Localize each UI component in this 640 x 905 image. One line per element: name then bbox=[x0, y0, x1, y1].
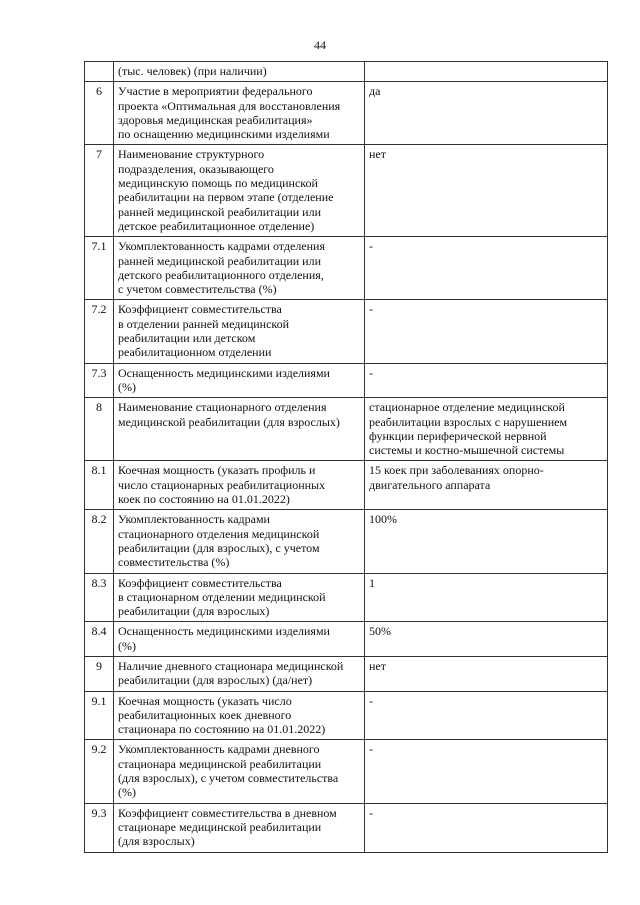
table-body bbox=[85, 62, 608, 853]
table-row bbox=[85, 237, 608, 300]
indicator-value: да bbox=[365, 82, 608, 145]
row-number: 8 bbox=[85, 398, 114, 461]
indicator-name: Оснащенность медицинскими изделиями (%) bbox=[114, 622, 365, 657]
indicator-name: Укомплектованность кадрами стационарного отделения медицинской реабилитации (для взрослых), с учетом совместительства (%) bbox=[114, 510, 365, 573]
row-number: 9.3 bbox=[85, 803, 114, 852]
indicator-name: (тыс. человек) (при наличии) bbox=[114, 62, 365, 82]
table-row bbox=[85, 363, 608, 398]
indicator-value: нет bbox=[365, 145, 608, 237]
indicator-name: Наличие дневного стационара медицинской реабилитации (для взрослых) (да/нет) bbox=[114, 656, 365, 691]
indicator-value: - bbox=[365, 691, 608, 740]
row-number: 9.1 bbox=[85, 691, 114, 740]
page-number: 44 bbox=[314, 38, 326, 52]
indicator-value bbox=[365, 62, 608, 82]
indicator-value: - bbox=[365, 237, 608, 300]
indicator-value: 15 коек при заболеваниях опорно- двигательного аппарата bbox=[365, 461, 608, 510]
row-number: 9 bbox=[85, 656, 114, 691]
row-number: 7.1 bbox=[85, 237, 114, 300]
indicator-value: - bbox=[365, 803, 608, 852]
row-number: 9.2 bbox=[85, 740, 114, 803]
indicator-name: Коечная мощность (указать число реабилитационных коек дневного стационара по состоянию на 01.01.2022) bbox=[114, 691, 365, 740]
table-row bbox=[85, 82, 608, 145]
row-number: 8.4 bbox=[85, 622, 114, 657]
table-row bbox=[85, 145, 608, 237]
row-number: 8.2 bbox=[85, 510, 114, 573]
indicator-name: Укомплектованность кадрами отделения ранней медицинской реабилитации или детского реабилитационного отделения, с учетом совместительства (%) bbox=[114, 237, 365, 300]
row-number bbox=[85, 62, 114, 82]
row-number: 8.3 bbox=[85, 573, 114, 622]
table-row bbox=[85, 398, 608, 461]
table-row bbox=[85, 656, 608, 691]
table-row bbox=[85, 691, 608, 740]
table-row bbox=[85, 62, 608, 82]
table-row bbox=[85, 622, 608, 657]
indicator-name: Укомплектованность кадрами дневного стационара медицинской реабилитации (для взрослых), с учетом совместительства (%) bbox=[114, 740, 365, 803]
indicator-name: Участие в мероприятии федерального проекта «Оптимальная для восстановления здоровья медицинская реабилитация» по оснащению медицинскими изделиями bbox=[114, 82, 365, 145]
data-table bbox=[84, 61, 608, 853]
indicator-name: Коэффициент совместительства в дневном стационаре медицинской реабилитации (для взрослых) bbox=[114, 803, 365, 852]
indicator-name: Коэффициент совместительства в стационарном отделении медицинской реабилитации (для взрослых) bbox=[114, 573, 365, 622]
indicator-value: 1 bbox=[365, 573, 608, 622]
indicator-value: - bbox=[365, 740, 608, 803]
indicator-value: 100% bbox=[365, 510, 608, 573]
table-row bbox=[85, 573, 608, 622]
table-row bbox=[85, 461, 608, 510]
row-number: 7.3 bbox=[85, 363, 114, 398]
indicator-name: Наименование структурного подразделения, оказывающего медицинскую помощь по медицинской реабилитации на первом этапе (отделение ранней медицинской реабилитации или детское реабилитационное отделение) bbox=[114, 145, 365, 237]
indicator-value: стационарное отделение медицинской реабилитации взрослых с нарушением функции периферической нервной системы и костно-мышечной системы bbox=[365, 398, 608, 461]
table-row bbox=[85, 510, 608, 573]
indicator-name: Коэффициент совместительства в отделении ранней медицинской реабилитации или детском реабилитационном отделении bbox=[114, 300, 365, 363]
indicator-value: - bbox=[365, 363, 608, 398]
row-number: 7 bbox=[85, 145, 114, 237]
indicator-name: Наименование стационарного отделения медицинской реабилитации (для взрослых) bbox=[114, 398, 365, 461]
indicator-name: Коечная мощность (указать профиль и число стационарных реабилитационных коек по состоянию на 01.01.2022) bbox=[114, 461, 365, 510]
table-row bbox=[85, 300, 608, 363]
indicator-value: нет bbox=[365, 656, 608, 691]
row-number: 8.1 bbox=[85, 461, 114, 510]
indicator-value: - bbox=[365, 300, 608, 363]
indicator-value: 50% bbox=[365, 622, 608, 657]
table-row bbox=[85, 740, 608, 803]
row-number: 7.2 bbox=[85, 300, 114, 363]
row-number: 6 bbox=[85, 82, 114, 145]
table-row bbox=[85, 803, 608, 852]
indicator-name: Оснащенность медицинскими изделиями (%) bbox=[114, 363, 365, 398]
